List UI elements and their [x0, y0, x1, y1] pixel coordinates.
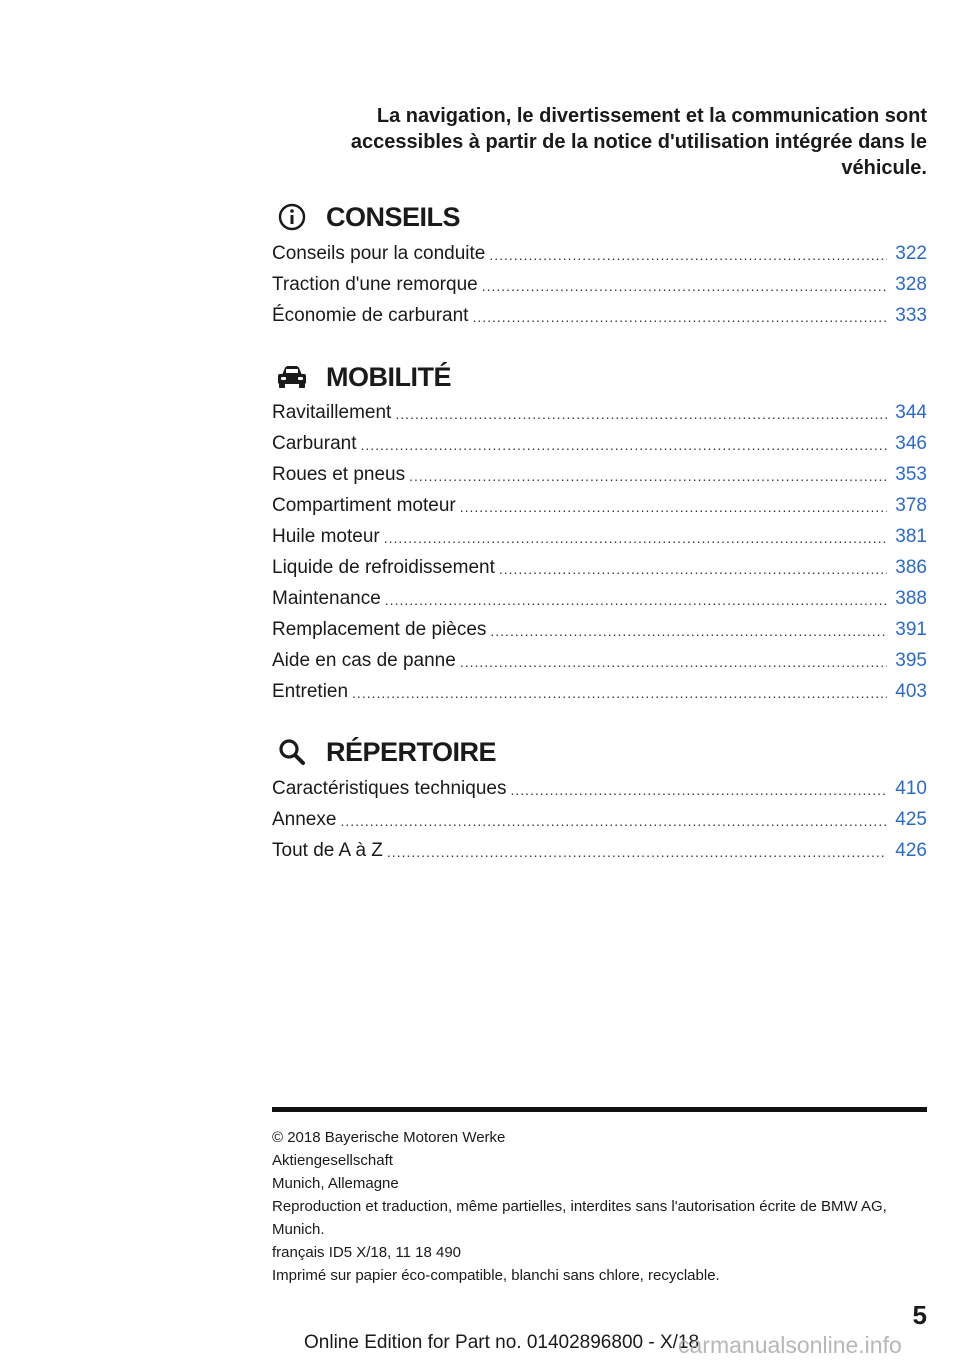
toc-leader-dots	[490, 620, 887, 639]
car-icon	[272, 357, 312, 397]
toc-entry-label: Entretien	[272, 680, 349, 702]
toc-leader-dots	[352, 682, 887, 701]
footer-copyright: © 2018 Bayerische Motoren Werke	[272, 1129, 506, 1146]
toc-entry[interactable]	[272, 835, 927, 866]
toc-entry[interactable]	[272, 552, 927, 583]
footer-language-id: français ID5 X/18, 11 18 490	[272, 1244, 462, 1261]
toc-leader-dots	[409, 465, 887, 484]
toc-page-link[interactable]: 328	[895, 273, 927, 295]
toc-entry-label: Ravitaillement	[272, 401, 392, 423]
toc-entry[interactable]	[272, 676, 927, 707]
footer-city: Munich, Allemagne	[272, 1175, 399, 1192]
toc-page-link[interactable]: 353	[895, 463, 927, 485]
toc-list-repertoire	[272, 773, 927, 866]
toc-page-link[interactable]: 333	[895, 304, 927, 326]
intro-heading	[320, 103, 927, 181]
toc-page-link[interactable]: 426	[895, 839, 927, 861]
section-header-repertoire	[272, 732, 927, 772]
toc-leader-dots	[489, 244, 887, 263]
toc-page-link[interactable]: 322	[895, 242, 927, 264]
toc-entry-label: Traction d'une remorque	[272, 273, 478, 295]
footer-company: Aktiengesellschaft	[272, 1152, 393, 1169]
toc-leader-dots	[499, 558, 887, 577]
toc-entry-label: Liquide de refroidissement	[272, 556, 495, 578]
toc-leader-dots	[472, 306, 887, 325]
toc-entry[interactable]	[272, 459, 927, 490]
toc-entry[interactable]	[272, 773, 927, 804]
toc-list-mobilite	[272, 397, 927, 707]
toc-page-link[interactable]: 403	[895, 680, 927, 702]
toc-page-link[interactable]: 381	[895, 525, 927, 547]
search-icon	[272, 732, 312, 772]
toc-list-conseils	[272, 238, 927, 331]
toc-page-link[interactable]: 395	[895, 649, 927, 671]
intro-line-3: véhicule.	[841, 157, 927, 179]
online-edition-note: Online Edition for Part no. 01402896800 - X/18	[304, 1332, 700, 1353]
toc-page-link[interactable]: 410	[895, 777, 927, 799]
toc-entry-label: Compartiment moteur	[272, 494, 456, 516]
section-title-conseils: CONSEILS	[326, 201, 461, 232]
toc-page-link[interactable]: 344	[895, 401, 927, 423]
section-title-mobilite: MOBILITÉ	[326, 361, 451, 392]
toc-entry[interactable]	[272, 645, 927, 676]
info-icon	[272, 197, 312, 237]
section-title-repertoire: RÉPERTOIRE	[326, 736, 497, 767]
toc-entry-label: Conseils pour la conduite	[272, 242, 486, 264]
toc-leader-dots	[482, 275, 888, 294]
toc-leader-dots	[361, 434, 888, 453]
footer-imprint	[272, 1126, 927, 1287]
footer-reproduction-2: Munich.	[272, 1221, 325, 1238]
toc-entry-label: Roues et pneus	[272, 463, 406, 485]
toc-leader-dots	[384, 527, 888, 546]
toc-entry-label: Carburant	[272, 432, 357, 454]
footer-printed: Imprimé sur papier éco-compatible, blanchi sans chlore, recyclable.	[272, 1267, 720, 1284]
toc-entry-label: Huile moteur	[272, 525, 380, 547]
toc-entry[interactable]	[272, 521, 927, 552]
footer-divider	[272, 1107, 927, 1112]
toc-entry-label: Caractéristiques techniques	[272, 777, 507, 799]
toc-entry[interactable]	[272, 300, 927, 331]
toc-leader-dots	[385, 589, 888, 608]
toc-leader-dots	[395, 403, 887, 422]
toc-entry[interactable]	[272, 428, 927, 459]
toc-leader-dots	[510, 779, 887, 798]
toc-entry[interactable]	[272, 614, 927, 645]
section-header-conseils	[272, 197, 927, 237]
toc-leader-dots	[460, 496, 888, 515]
toc-entry[interactable]	[272, 804, 927, 835]
toc-entry-label: Tout de A à Z	[272, 839, 383, 861]
toc-leader-dots	[340, 810, 887, 829]
toc-entry[interactable]	[272, 238, 927, 269]
footer-reproduction-1: Reproduction et traduction, même partielles, interdites sans l'autorisation écrite de BMW AG,	[272, 1198, 887, 1215]
toc-page-link[interactable]: 378	[895, 494, 927, 516]
toc-page-link[interactable]: 425	[895, 808, 927, 830]
intro-line-1: La navigation, le divertissement et la communication sont	[376, 105, 927, 127]
toc-entry[interactable]	[272, 583, 927, 614]
toc-page-link[interactable]: 386	[895, 556, 927, 578]
toc-page-link[interactable]: 391	[895, 618, 927, 640]
toc-entry-label: Remplacement de pièces	[272, 618, 487, 640]
toc-page-link[interactable]: 388	[895, 587, 927, 609]
section-header-mobilite	[272, 357, 927, 397]
toc-entry[interactable]	[272, 397, 927, 428]
intro-line-2: accessibles à partir de la notice d'utilisation intégrée dans le	[350, 131, 927, 153]
toc-entry-label: Économie de carburant	[272, 304, 469, 326]
toc-entry-label: Maintenance	[272, 587, 381, 609]
toc-leader-dots	[387, 841, 887, 860]
toc-entry-label: Aide en cas de panne	[272, 649, 456, 671]
toc-page-link[interactable]: 346	[895, 432, 927, 454]
toc-entry[interactable]	[272, 269, 927, 300]
toc-entry[interactable]	[272, 490, 927, 521]
toc-leader-dots	[460, 651, 887, 670]
page-number: 5	[912, 1300, 927, 1330]
watermark: carmanualsonline.info	[678, 1332, 902, 1358]
toc-entry-label: Annexe	[272, 808, 337, 830]
